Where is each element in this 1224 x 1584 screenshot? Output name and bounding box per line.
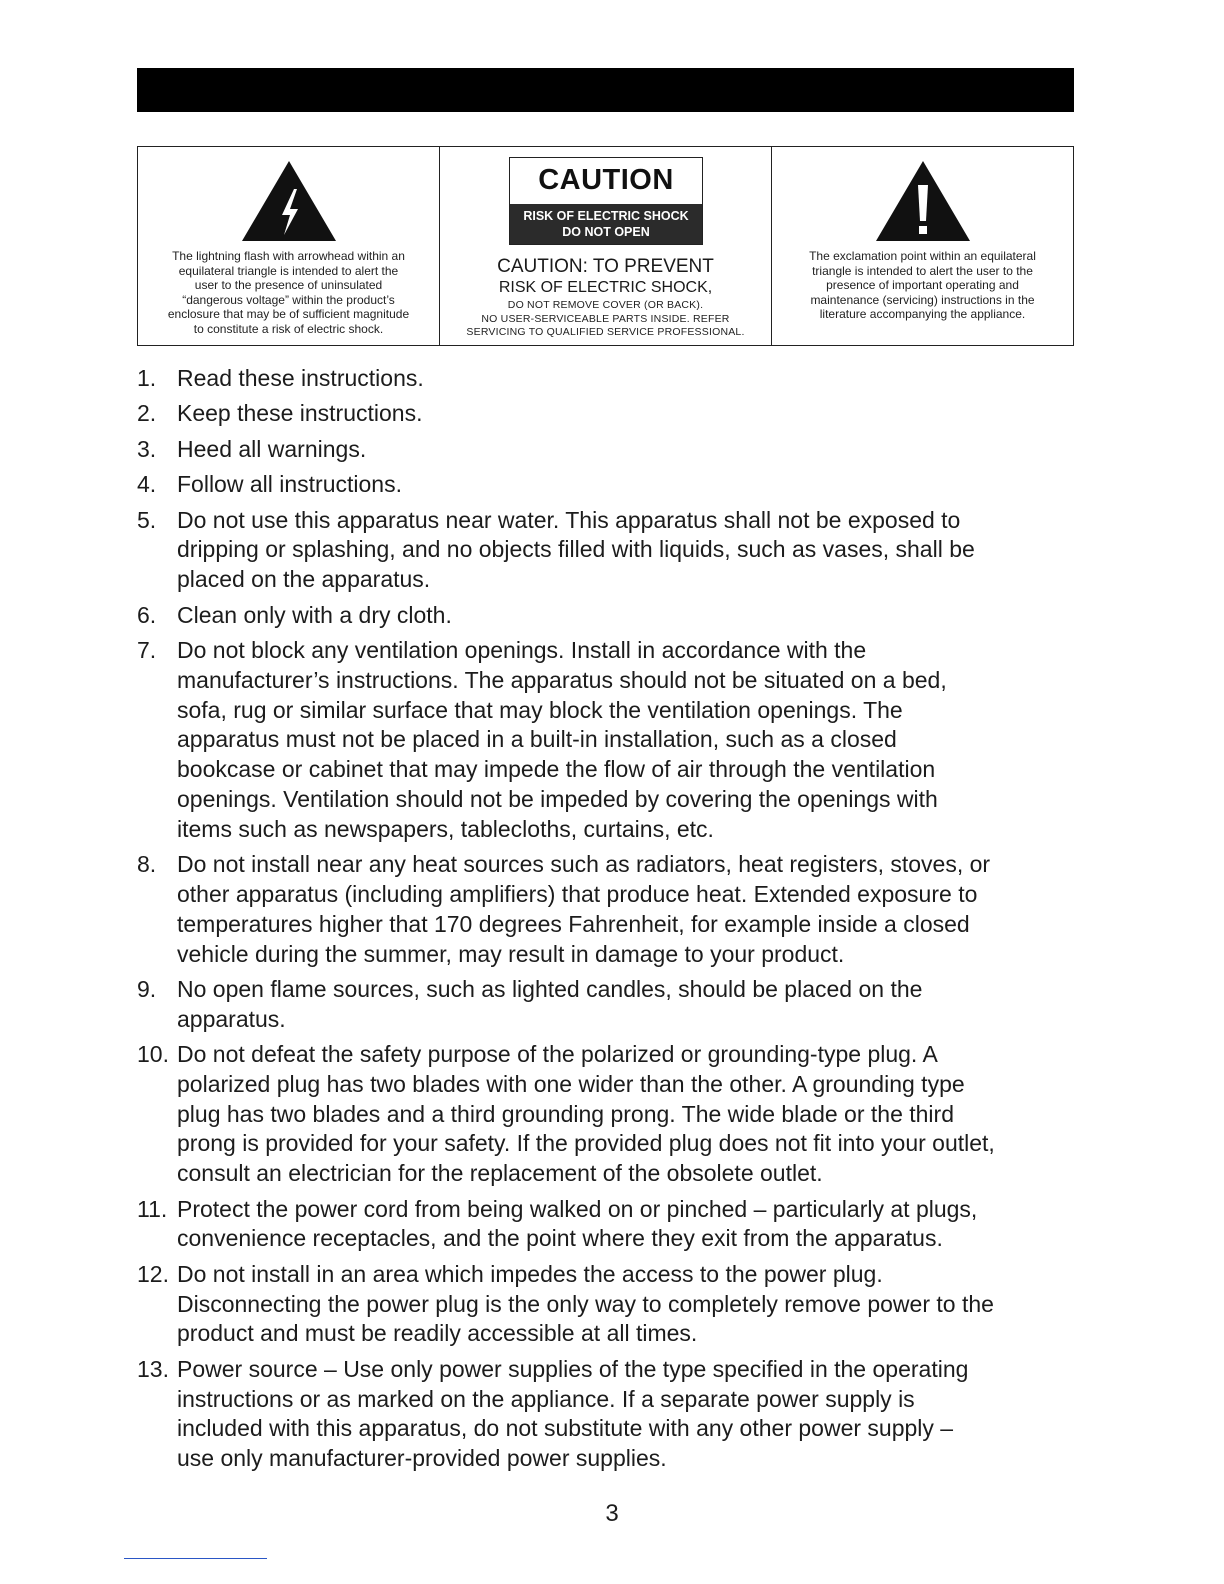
exclamation-warning-cell — [772, 147, 1073, 345]
text-line: user to the presence of uninsulated — [194, 278, 383, 292]
instruction-line: openings. Ventilation should not be impeded by covering the openings with — [177, 785, 938, 812]
caution-cell — [440, 147, 772, 345]
instruction-line: instructions or as marked on the appliance. If a separate power supply is — [177, 1385, 915, 1412]
text-line: enclosure that may be of sufficient magnitude — [167, 307, 410, 321]
footer-rule — [124, 1558, 267, 1559]
caution-prevent-line: CAUTION: TO PREVENT — [497, 256, 714, 277]
instruction-line: consult an electrician for the replacement of the obsolete outlet. — [177, 1160, 823, 1187]
caution-label — [509, 157, 703, 245]
exclamation-warning-icon — [874, 159, 972, 243]
safety-instructions-list — [137, 364, 1082, 1480]
text-line: “dangerous voltage” within the product’s — [182, 292, 395, 307]
lightning-warning-cell — [138, 147, 440, 345]
instruction-line: temperatures higher that 170 degrees Fahrenheit, for example inside a closed — [177, 910, 970, 937]
instruction-line: Power source – Use only power supplies of the type specified in the operating — [177, 1355, 969, 1382]
instruction-line: Protect the power cord from being walked on or pinched – particularly at plugs, — [177, 1195, 978, 1222]
text-line: to constitute a risk of electric shock. — [193, 321, 384, 336]
instruction-line: Do not install in an area which impedes the access to the power plug. — [177, 1260, 883, 1287]
instruction-line: convenience receptacles, and the point where they exit from the apparatus. — [177, 1225, 943, 1252]
text-line: equilateral triangle is intended to alert the — [178, 263, 399, 278]
lightning-warning-text — [146, 249, 431, 336]
text-line: literature accompanying the appliance. — [819, 307, 1026, 321]
caution-prevent-line: RISK OF ELECTRIC SHOCK, — [498, 279, 713, 296]
instruction-number: 7. — [137, 636, 157, 663]
instruction-line: items such as newspapers, tablecloths, curtains, etc. — [177, 815, 714, 842]
section-header-bar — [137, 68, 1074, 112]
instruction-item — [137, 1355, 1082, 1474]
instruction-line: vehicle during the summer, may result in damage to your product. — [177, 940, 845, 967]
instruction-line: other apparatus (including amplifiers) that produce heat. Extended exposure to — [177, 880, 978, 907]
instruction-line: included with this apparatus, do not substitute with any other power supply – — [177, 1415, 954, 1442]
instruction-item — [137, 636, 1082, 845]
page-number: 3 — [605, 1500, 619, 1527]
caution-band-line: RISK OF ELECTRIC SHOCK — [523, 209, 689, 223]
instruction-number: 13. — [137, 1355, 169, 1382]
instruction-line: manufacturer’s instructions. The apparatus should not be situated on a bed, — [177, 666, 947, 693]
instruction-line: Do not defeat the safety purpose of the polarized or grounding-type plug. A — [177, 1041, 938, 1068]
instruction-line: product and must be readily accessible at all times. — [177, 1320, 698, 1347]
instruction-line: Do not use this apparatus near water. This apparatus shall not be exposed to — [177, 506, 961, 533]
instruction-line: prong is provided for your safety. If the provided plug does not fit into your outlet, — [177, 1130, 995, 1157]
instruction-line: use only manufacturer-provided power supplies. — [177, 1445, 667, 1472]
instruction-item — [137, 975, 1082, 1035]
instruction-item — [137, 850, 1082, 969]
instruction-line: Clean only with a dry cloth. — [177, 601, 452, 628]
instruction-number: 3. — [137, 435, 157, 462]
instruction-line: Disconnecting the power plug is the only way to completely remove power to the — [177, 1290, 994, 1317]
text-line: maintenance (servicing) instructions in the — [810, 292, 1035, 307]
caution-title: CAUTION — [538, 164, 674, 196]
instruction-number: 11. — [137, 1195, 168, 1222]
text-line: The lightning flash with arrowhead within an — [172, 249, 405, 263]
instruction-number: 1. — [137, 365, 157, 391]
instruction-number: 5. — [137, 506, 157, 533]
caution-band — [510, 204, 702, 244]
instruction-line: Do not install near any heat sources such as radiators, heat registers, stoves, or — [177, 851, 991, 878]
instruction-item — [137, 364, 1082, 394]
instruction-line: placed on the apparatus. — [177, 566, 431, 593]
instruction-line: polarized plug has two blades with one wider than the other. A grounding type — [177, 1070, 965, 1097]
instruction-line: dripping or splashing, and no objects filled with liquids, such as vases, shall be — [177, 536, 975, 563]
instruction-item — [137, 399, 1082, 429]
instruction-item — [137, 601, 1082, 631]
instruction-line: Follow all instructions. — [177, 471, 402, 498]
text-line: DO NOT REMOVE COVER (OR BACK). — [507, 299, 704, 311]
instruction-number: 8. — [137, 851, 157, 878]
instruction-item — [137, 1260, 1082, 1349]
caution-fine-print — [440, 299, 771, 340]
text-line: NO USER-SERVICEABLE PARTS INSIDE. REFER — [481, 312, 730, 325]
text-line: triangle is intended to alert the user to the — [812, 263, 1033, 278]
instruction-number: 12. — [137, 1260, 169, 1287]
instruction-number: 4. — [137, 471, 157, 498]
safety-warning-panel — [137, 146, 1074, 346]
instruction-line: Read these instructions. — [177, 365, 424, 391]
instruction-item — [137, 1195, 1082, 1255]
instruction-line: Do not block any ventilation openings. Install in accordance with the — [177, 636, 867, 663]
caution-band-line: DO NOT OPEN — [562, 225, 650, 239]
instruction-item — [137, 470, 1082, 500]
instruction-line: Heed all warnings. — [177, 435, 367, 462]
instruction-number: 2. — [137, 400, 157, 427]
instruction-line: No open flame sources, such as lighted candles, should be placed on the — [177, 975, 923, 1002]
text-line: SERVICING TO QUALIFIED SERVICE PROFESSIONAL. — [466, 326, 745, 338]
instruction-item — [137, 435, 1082, 465]
instruction-number: 6. — [137, 601, 157, 628]
exclamation-warning-text — [780, 249, 1065, 322]
text-line: The exclamation point within an equilateral — [809, 249, 1036, 263]
instruction-line: bookcase or cabinet that may impede the flow of air through the ventilation — [177, 756, 936, 783]
instruction-item — [137, 506, 1082, 595]
instruction-number: 10. — [137, 1041, 169, 1068]
instruction-line: sofa, rug or similar surface that may block the ventilation openings. The — [177, 696, 903, 723]
instruction-line: plug has two blades and a third grounding prong. The wide blade or the third — [177, 1100, 954, 1127]
instruction-number: 9. — [137, 975, 157, 1002]
instruction-line: apparatus. — [177, 1005, 286, 1032]
instruction-line: Keep these instructions. — [177, 400, 423, 427]
instruction-line: apparatus must not be placed in a built-in installation, such as a closed — [177, 726, 897, 753]
text-line: presence of important operating and — [826, 278, 1019, 292]
instruction-item — [137, 1040, 1082, 1189]
electric-shock-warning-icon — [240, 159, 338, 243]
